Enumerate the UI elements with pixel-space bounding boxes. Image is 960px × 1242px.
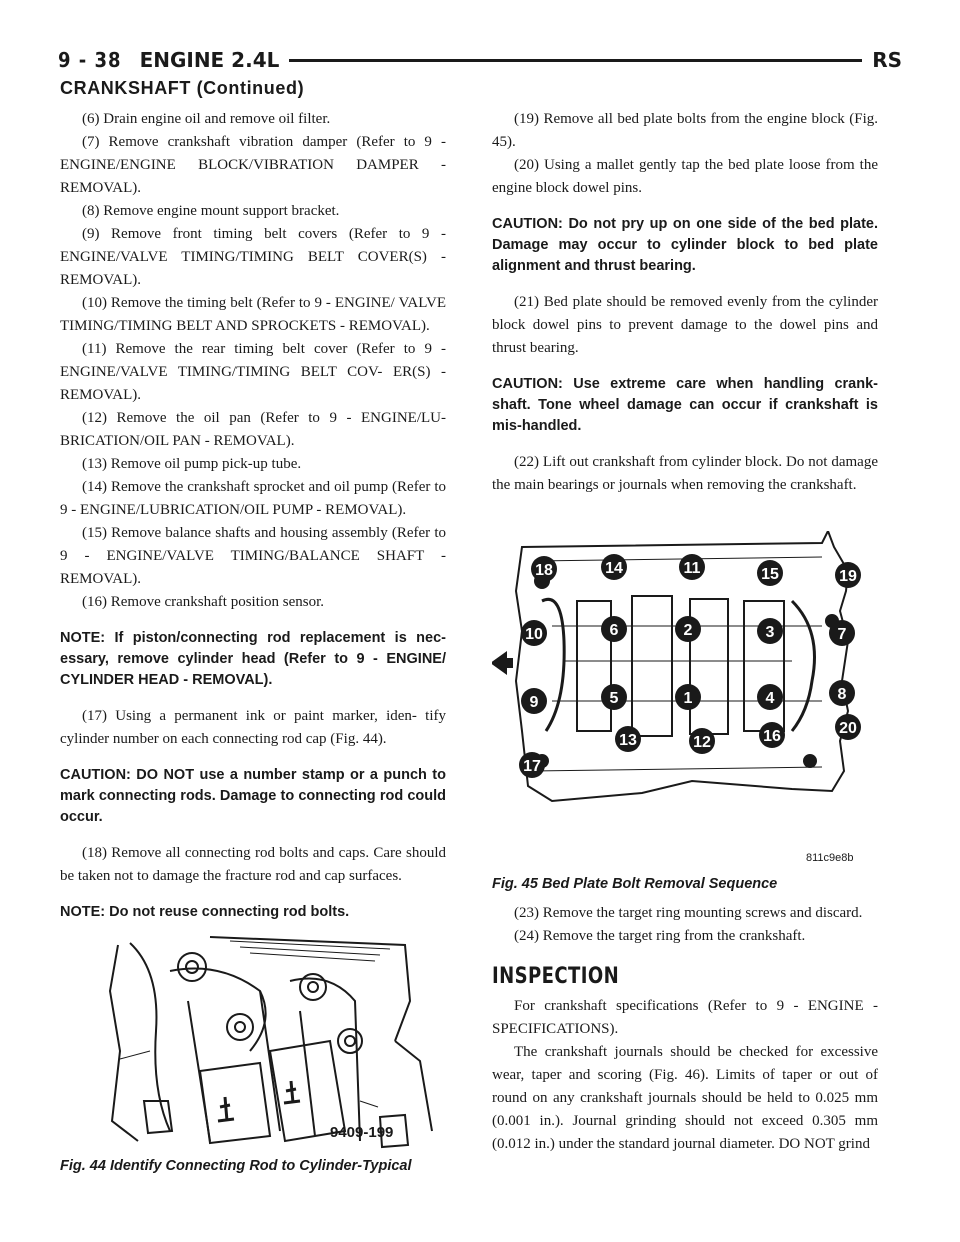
figure-45 [492,531,878,892]
bolt-label-13: 13 [619,732,637,749]
step-16: (16) Remove crankshaft position sensor. [82,594,325,610]
bolt-label-8: 8 [837,686,847,703]
step-19: (19) Remove all bed plate bolts from the engine block (Fig. 45). [492,111,878,150]
bolt-label-7: 7 [837,626,847,643]
bolt-label-20: 20 [839,720,857,737]
step-10: (10) Remove the timing belt (Refer to 9 - ENGINE/ VALVE TIMING/TIMING BELT AND SPROCKETS - REMOVAL). [60,295,446,334]
bolt-label-18: 18 [535,562,553,579]
header-title: ENGINE 2.4L [139,48,280,72]
caution-crankshaft: CAUTION: Use extreme care when handling crank- shaft. Tone wheel damage can occur if crankshaft is mis-handled. [492,376,878,434]
bolt-label-10: 10 [525,626,543,643]
bolt-label-14: 14 [605,560,623,577]
front-arrow-icon [492,653,512,673]
step-23: (23) Remove the target ring mounting screws and discard. [514,905,863,921]
step-6: (6) Drain engine oil and remove oil filter. [82,111,331,127]
page-number: 9 - 38 [58,48,122,72]
note-rod-bolts: NOTE: Do not reuse connecting rod bolts. [60,904,350,920]
bolt-label-2: 2 [683,622,693,639]
section-code: RS [872,48,902,72]
bolt-label-1: 1 [683,690,693,707]
note-cylinder-head: NOTE: If piston/connecting rod replacement is nec- essary, remove cylinder head (Refer to 9 - ENGINE/ CYLINDER HEAD - REMOVAL). [60,630,446,688]
bolt-label-15: 15 [761,566,779,583]
bolt-label-12: 12 [693,734,711,751]
left-column [60,108,446,1174]
step-22: (22) Lift out crankshaft from cylinder block. Do not damage the main bearings or journals when removing the crankshaft. [492,454,878,493]
step-15: (15) Remove balance shafts and housing assembly (Refer to 9 - ENGINE/VALVE TIMING/BALANCE SHAFT - REMOVAL). [60,525,446,587]
inspection-para-1: For crankshaft specifications (Refer to 9 - ENGINE - SPECIFICATIONS). [492,998,878,1037]
bolt-label-16: 16 [763,728,781,745]
header-rule [289,59,862,62]
bolt-label-11: 11 [683,560,701,577]
fig45-code: 811c9e8b [806,852,854,864]
step-14: (14) Remove the crankshaft sprocket and oil pump (Refer to 9 - ENGINE/LUBRICATION/OIL PUMP - REMOVAL). [60,479,446,518]
section-title: CRANKSHAFT (Continued) [60,78,305,98]
bolt-label-4: 4 [765,690,775,707]
step-9: (9) Remove front timing belt covers (Refer to 9 - ENGINE/VALVE TIMING/TIMING BELT COVER(S) - REMOVAL). [60,226,446,288]
bolt-label-19: 19 [839,568,857,585]
figure-44 [60,931,446,1174]
step-24: (24) Remove the target ring from the crankshaft. [514,928,806,944]
bolt-label-17: 17 [523,758,541,775]
step-11: (11) Remove the rear timing belt cover (Refer to 9 - ENGINE/VALVE TIMING/TIMING BELT COV- ER(S) - REMOVAL). [60,341,446,403]
step-21: (21) Bed plate should be removed evenly from the cylinder block dowel pins to prevent damage to the dowel pins and thrust bearing. [492,294,878,356]
fig44-code: 9409-199 [330,1124,394,1141]
step-7: (7) Remove crankshaft vibration damper (Refer to 9 - ENGINE/ENGINE BLOCK/VIBRATION DAMPER - REMOVAL). [60,134,446,196]
fig44-illustration [60,931,446,1153]
fig44-caption: Fig. 44 Identify Connecting Rod to Cylinder-Typical [60,1158,412,1174]
fig45-illustration [492,531,878,871]
inspection-para-2: The crankshaft journals should be checked for excessive wear, taper and scoring (Fig. 46). Limits of taper or out of round on any crankshaft journals should be held to 0.025 mm (0.001 in.). Journal grinding should not exceed 0.305 mm (0.012 in.) under the standard journal diameter. DO NOT grind [492,1044,878,1152]
step-12: (12) Remove the oil pan (Refer to 9 - ENGINE/LU- BRICATION/OIL PAN - REMOVAL). [60,410,446,449]
bolt-label-6: 6 [609,622,619,639]
caution-number-stamp: CAUTION: DO NOT use a number stamp or a punch to mark connecting rods. Damage to connecting rod could occur. [60,767,446,825]
inspection-heading: INSPECTION [492,964,620,989]
step-8: (8) Remove engine mount support bracket. [82,203,340,219]
page-header [58,46,902,74]
step-17: (17) Using a permanent ink or paint marker, iden- tify cylinder number on each connecting rod cap (Fig. 44). [60,708,446,747]
bolt-label-5: 5 [609,690,619,707]
right-column [492,108,878,1156]
bolt-label-3: 3 [765,624,775,641]
step-13: (13) Remove oil pump pick-up tube. [82,456,302,472]
caution-pry: CAUTION: Do not pry up on one side of the bed plate. Damage may occur to cylinder block to bed plate alignment and thrust bearing. [492,216,878,274]
step-20: (20) Using a mallet gently tap the bed plate loose from the engine block dowel pins. [492,157,878,196]
step-18: (18) Remove all connecting rod bolts and caps. Care should be taken not to damage the fracture rod and cap surfaces. [60,845,446,884]
bolt-label-9: 9 [529,694,539,711]
fig45-caption: Fig. 45 Bed Plate Bolt Removal Sequence [492,876,778,892]
